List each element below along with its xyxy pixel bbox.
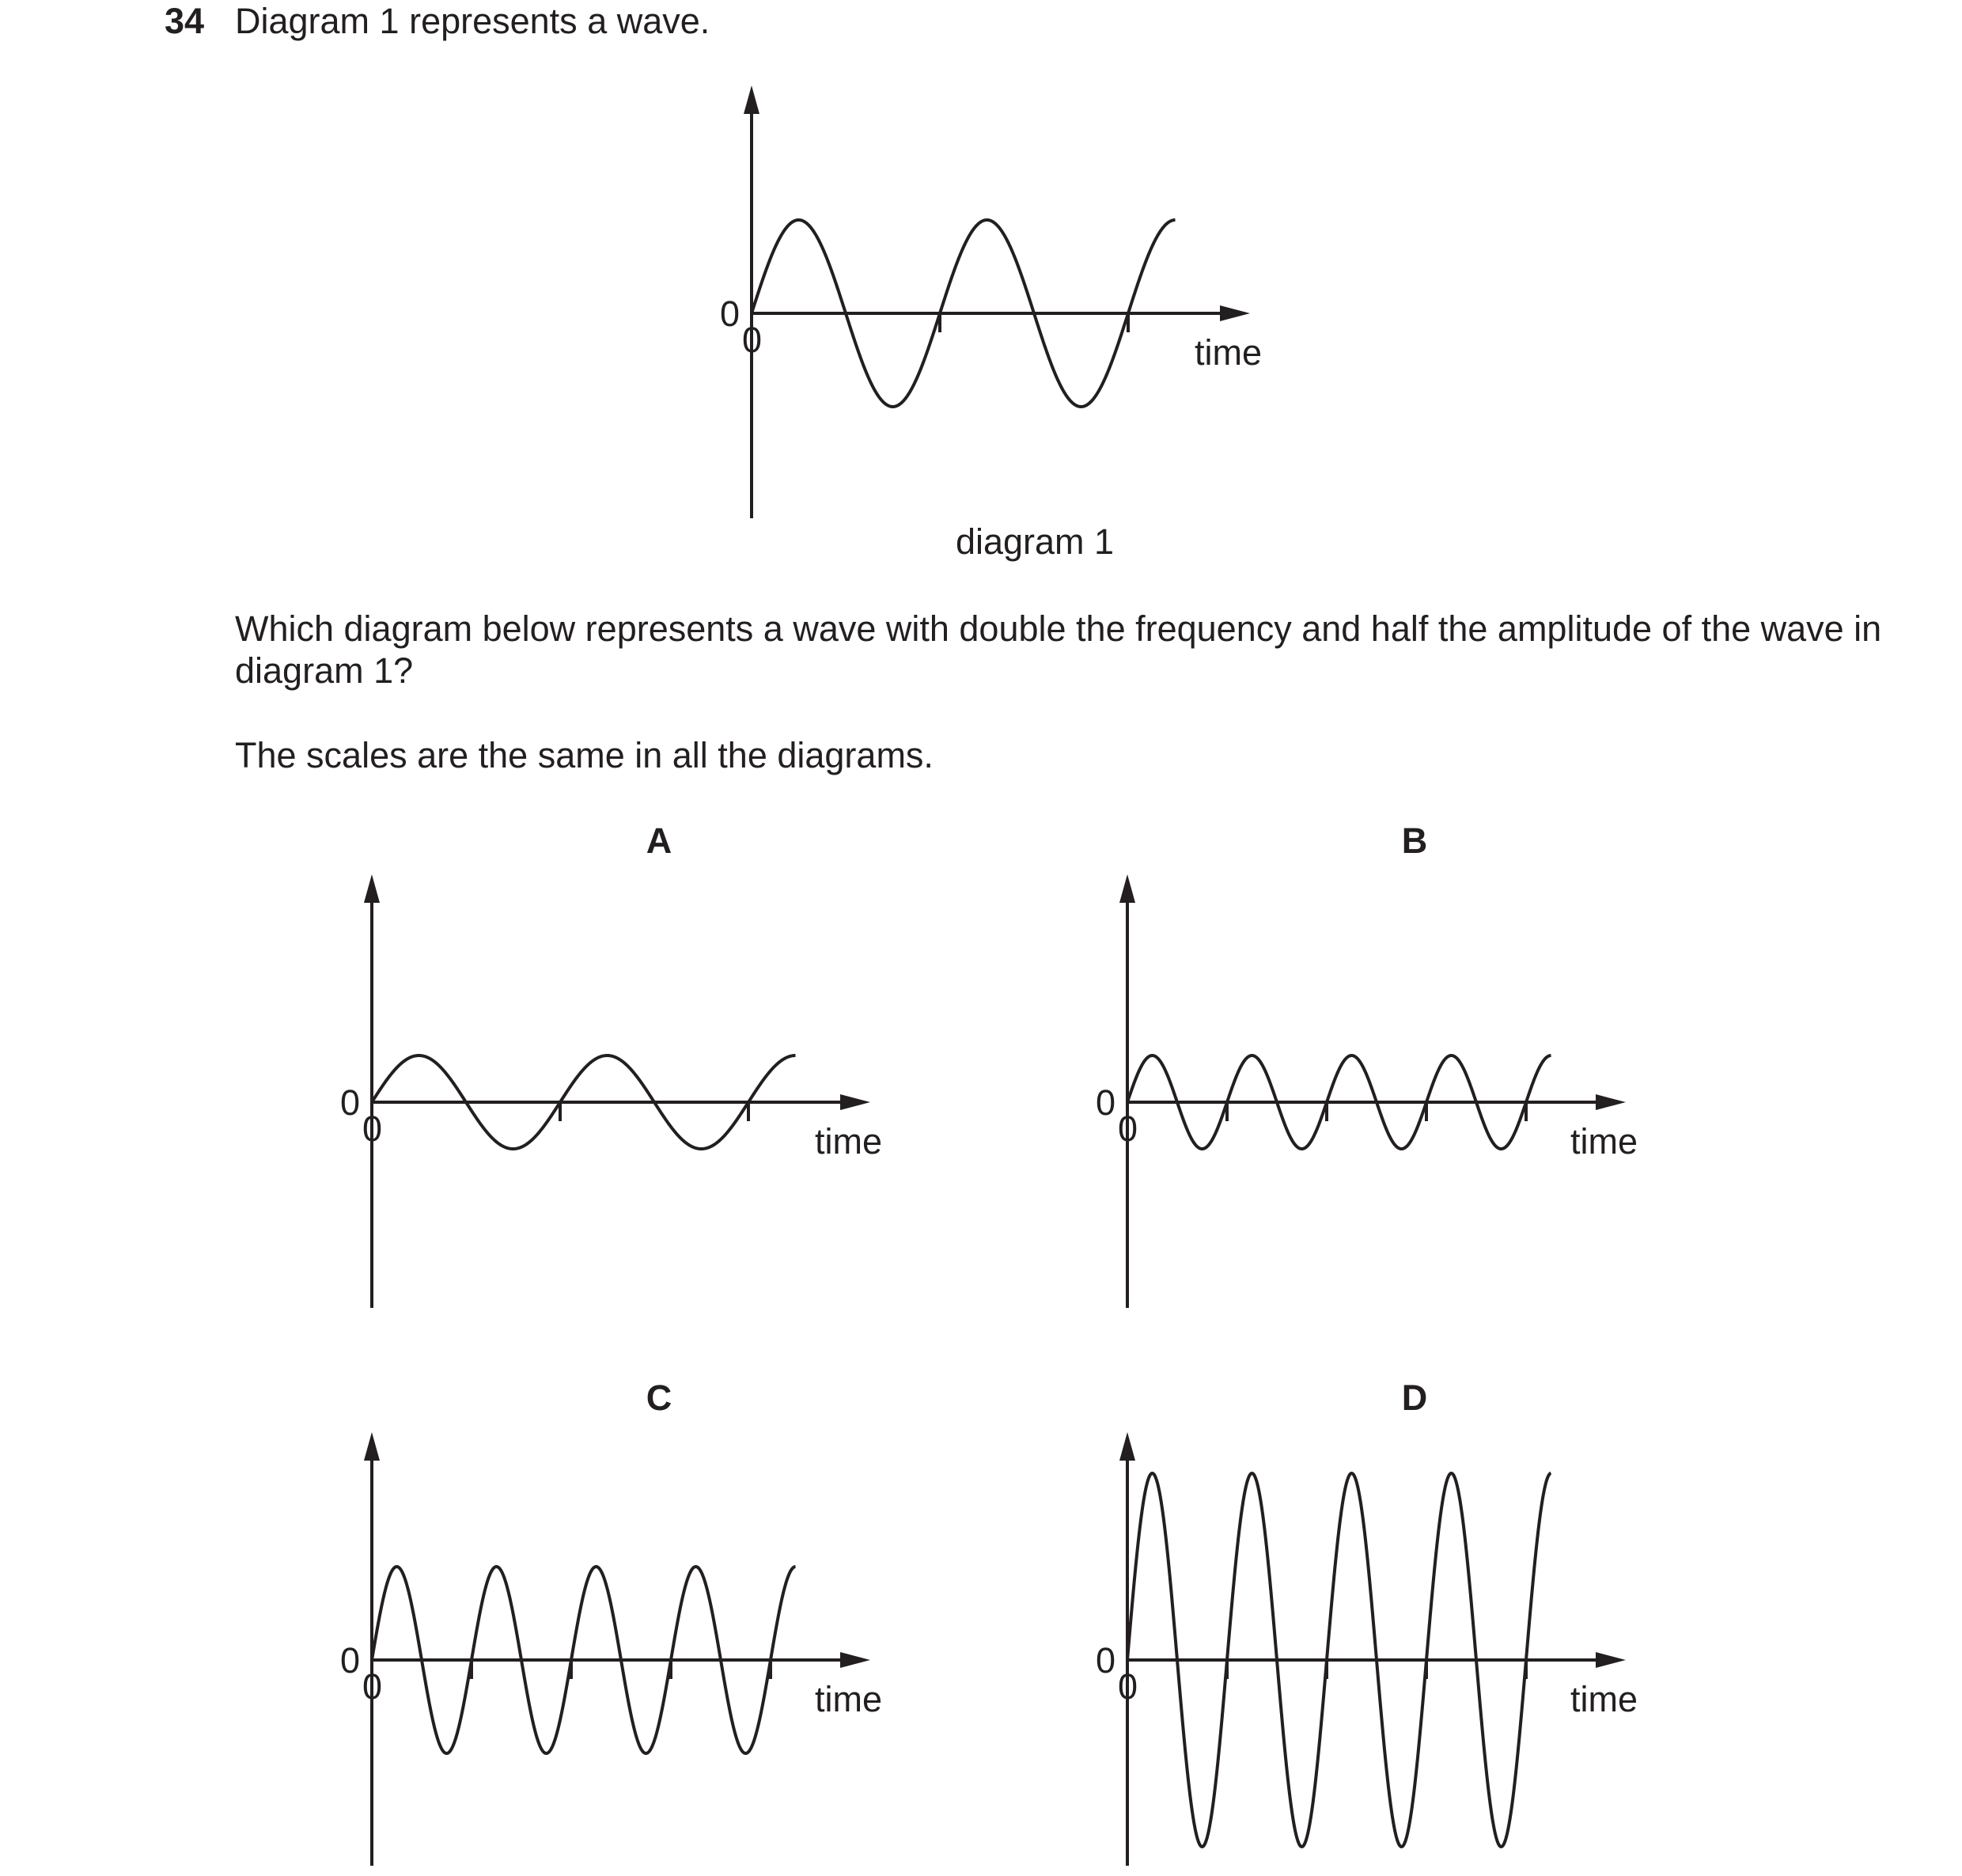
option-a-diagram <box>340 821 882 1308</box>
x-axis-label: time <box>1570 1121 1638 1162</box>
x-axis-label: time <box>1195 332 1263 373</box>
y-axis-arrowhead <box>364 1432 380 1461</box>
y-axis-arrowhead <box>364 874 380 903</box>
option-label: A <box>646 821 672 861</box>
x-axis-arrowhead <box>1220 305 1250 321</box>
option-c-diagram <box>340 1378 882 1866</box>
y-axis-arrowhead <box>744 85 759 114</box>
option-b-diagram <box>1096 821 1638 1308</box>
question-prompt: Which diagram below represents a wave with double the frequency and half the amplitude of the wave in diagram 1? <box>235 608 1882 691</box>
x-zero-label: 0 <box>1118 1666 1138 1707</box>
question-number: 34 <box>165 1 205 41</box>
option-label: C <box>646 1378 672 1418</box>
x-axis-arrowhead <box>1596 1094 1626 1110</box>
x-zero-label: 0 <box>362 1666 383 1707</box>
y-zero-label: 0 <box>340 1640 361 1681</box>
diagram-caption: diagram 1 <box>955 521 1115 562</box>
question-intro: Diagram 1 represents a wave. <box>235 1 710 41</box>
option-label: D <box>1401 1378 1428 1418</box>
y-zero-label: 0 <box>1096 1082 1116 1123</box>
option-label: B <box>1401 821 1428 861</box>
x-zero-label: 0 <box>362 1109 383 1149</box>
x-zero-label: 0 <box>1118 1109 1138 1149</box>
x-axis-arrowhead <box>1596 1652 1626 1668</box>
y-zero-label: 0 <box>340 1082 361 1123</box>
x-axis-arrowhead <box>840 1094 870 1110</box>
y-axis-arrowhead <box>1119 1432 1135 1461</box>
x-axis-label: time <box>1570 1679 1638 1719</box>
question-note: The scales are the same in all the diagrams. <box>235 735 934 775</box>
y-zero-label: 0 <box>720 294 740 334</box>
y-zero-label: 0 <box>1096 1640 1116 1681</box>
option-d-diagram <box>1096 1378 1638 1866</box>
x-zero-label: 0 <box>742 320 763 360</box>
y-axis-arrowhead <box>1119 874 1135 903</box>
x-axis-label: time <box>815 1121 883 1162</box>
x-axis-arrowhead <box>840 1652 870 1668</box>
x-axis-label: time <box>815 1679 883 1719</box>
diagram-1-diagram <box>720 85 1262 562</box>
